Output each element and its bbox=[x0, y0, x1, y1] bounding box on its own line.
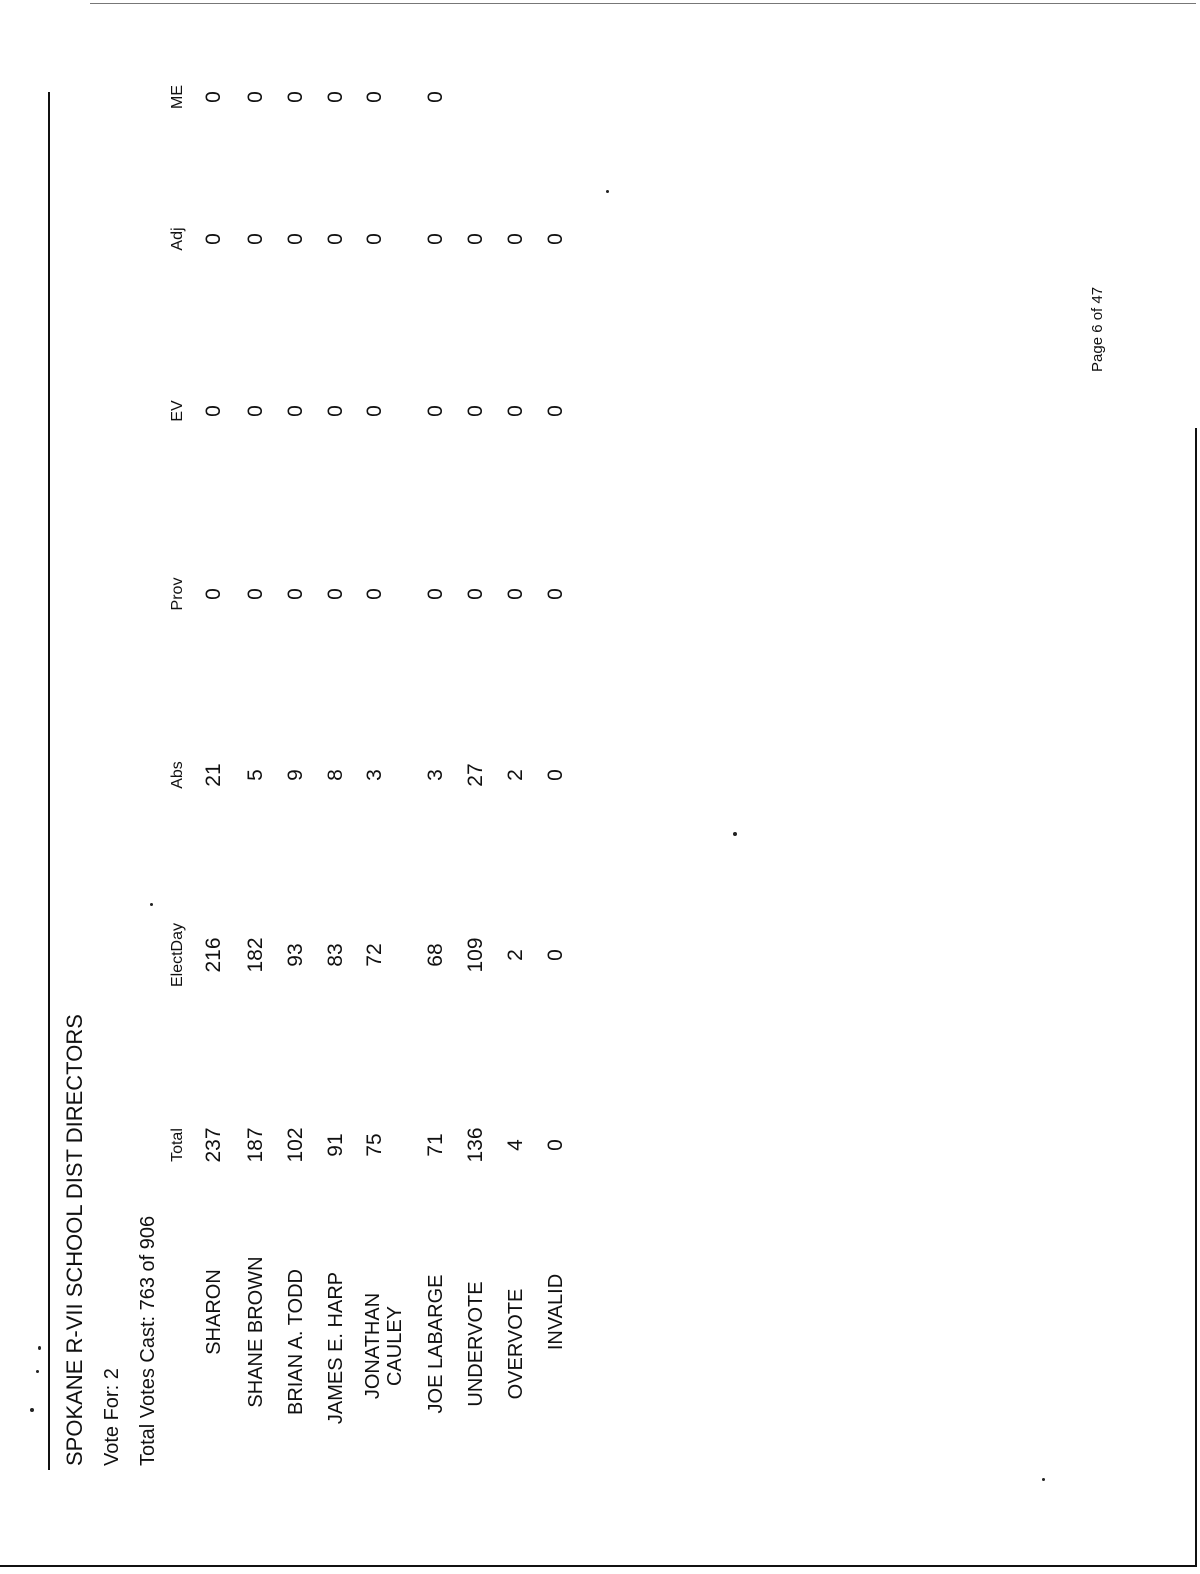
cell-adj: 0 bbox=[464, 233, 487, 245]
cell-abs: 0 bbox=[544, 769, 567, 781]
cell-ev: 0 bbox=[284, 405, 307, 417]
cell-ev: 0 bbox=[544, 405, 567, 417]
cell-prov: 0 bbox=[244, 588, 267, 600]
cell-adj: 0 bbox=[363, 233, 386, 245]
cell-electday: 2 bbox=[504, 949, 527, 961]
candidate-name: SHARON bbox=[203, 1269, 225, 1355]
cell-electday: 83 bbox=[324, 943, 347, 967]
candidate-name: UNDERVOTE bbox=[465, 1281, 487, 1407]
contest-title: SPOKANE R-VII SCHOOL DIST DIRECTORS bbox=[62, 1014, 87, 1466]
cell-ev: 0 bbox=[363, 405, 386, 417]
cell-prov: 0 bbox=[324, 588, 347, 600]
cell-total: 0 bbox=[544, 1139, 567, 1151]
column-header-electday: ElectDay bbox=[169, 922, 186, 988]
cell-prov: 0 bbox=[284, 588, 307, 600]
column-header-me: ME bbox=[169, 85, 186, 109]
cell-abs: 21 bbox=[202, 763, 225, 787]
cell-abs: 5 bbox=[244, 769, 267, 781]
cell-prov: 0 bbox=[544, 588, 567, 600]
cell-electday: 93 bbox=[284, 943, 307, 967]
cell-prov: 0 bbox=[464, 588, 487, 600]
column-header-ev: EV bbox=[169, 400, 186, 422]
candidate-name: JOE LABARGE bbox=[425, 1274, 447, 1414]
cell-ev: 0 bbox=[324, 405, 347, 417]
cell-me: 0 bbox=[202, 91, 225, 103]
cell-total: 102 bbox=[284, 1127, 307, 1163]
cell-electday: 0 bbox=[544, 949, 567, 961]
cell-adj: 0 bbox=[504, 233, 527, 245]
cell-prov: 0 bbox=[363, 588, 386, 600]
cell-ev: 0 bbox=[244, 405, 267, 417]
cell-ev: 0 bbox=[424, 405, 447, 417]
cell-total: 91 bbox=[324, 1133, 347, 1157]
candidate-name: BRIAN A. TODD bbox=[285, 1269, 307, 1415]
cell-me: 0 bbox=[284, 91, 307, 103]
cell-adj: 0 bbox=[244, 233, 267, 245]
page-number: Page 6 of 47 bbox=[1089, 286, 1106, 372]
cell-abs: 3 bbox=[363, 769, 386, 781]
cell-ev: 0 bbox=[202, 405, 225, 417]
cell-electday: 109 bbox=[464, 937, 487, 973]
cell-electday: 68 bbox=[424, 943, 447, 967]
total-votes-cast: Total Votes Cast: 763 of 906 bbox=[137, 1215, 159, 1466]
cell-total: 75 bbox=[363, 1133, 386, 1157]
cell-ev: 0 bbox=[504, 405, 527, 417]
cell-prov: 0 bbox=[424, 588, 447, 600]
cell-electday: 72 bbox=[363, 943, 386, 967]
candidate-name: SHANE BROWN bbox=[245, 1256, 267, 1408]
cell-abs: 2 bbox=[504, 769, 527, 781]
candidate-name: INVALID bbox=[545, 1273, 567, 1351]
column-header-adj: Adj bbox=[169, 227, 186, 251]
vote-for: Vote For: 2 bbox=[101, 1368, 123, 1466]
cell-me: 0 bbox=[324, 91, 347, 103]
column-header-total: Total bbox=[169, 1128, 186, 1162]
cell-ev: 0 bbox=[464, 405, 487, 417]
cell-me: 0 bbox=[244, 91, 267, 103]
candidate-name: JONATHAN CAULEY bbox=[362, 1292, 406, 1400]
cell-abs: 8 bbox=[324, 769, 347, 781]
cell-electday: 182 bbox=[244, 937, 267, 973]
cell-total: 136 bbox=[464, 1127, 487, 1163]
cell-adj: 0 bbox=[424, 233, 447, 245]
cell-total: 4 bbox=[504, 1139, 527, 1151]
cell-total: 237 bbox=[202, 1127, 225, 1163]
cell-me: 0 bbox=[424, 91, 447, 103]
cell-prov: 0 bbox=[504, 588, 527, 600]
cell-adj: 0 bbox=[544, 233, 567, 245]
cell-me: 0 bbox=[363, 91, 386, 103]
cell-prov: 0 bbox=[202, 588, 225, 600]
candidate-name: OVERVOTE bbox=[505, 1288, 527, 1400]
cell-total: 71 bbox=[424, 1133, 447, 1157]
column-header-prov: Prov bbox=[169, 577, 186, 611]
column-header-abs: Abs bbox=[169, 761, 186, 789]
cell-adj: 0 bbox=[324, 233, 347, 245]
candidate-name: JAMES E. HARP bbox=[325, 1271, 347, 1425]
cell-adj: 0 bbox=[202, 233, 225, 245]
cell-adj: 0 bbox=[284, 233, 307, 245]
cell-abs: 27 bbox=[464, 763, 487, 787]
cell-total: 187 bbox=[244, 1127, 267, 1163]
cell-abs: 3 bbox=[424, 769, 447, 781]
cell-electday: 216 bbox=[202, 937, 225, 973]
cell-abs: 9 bbox=[284, 769, 307, 781]
